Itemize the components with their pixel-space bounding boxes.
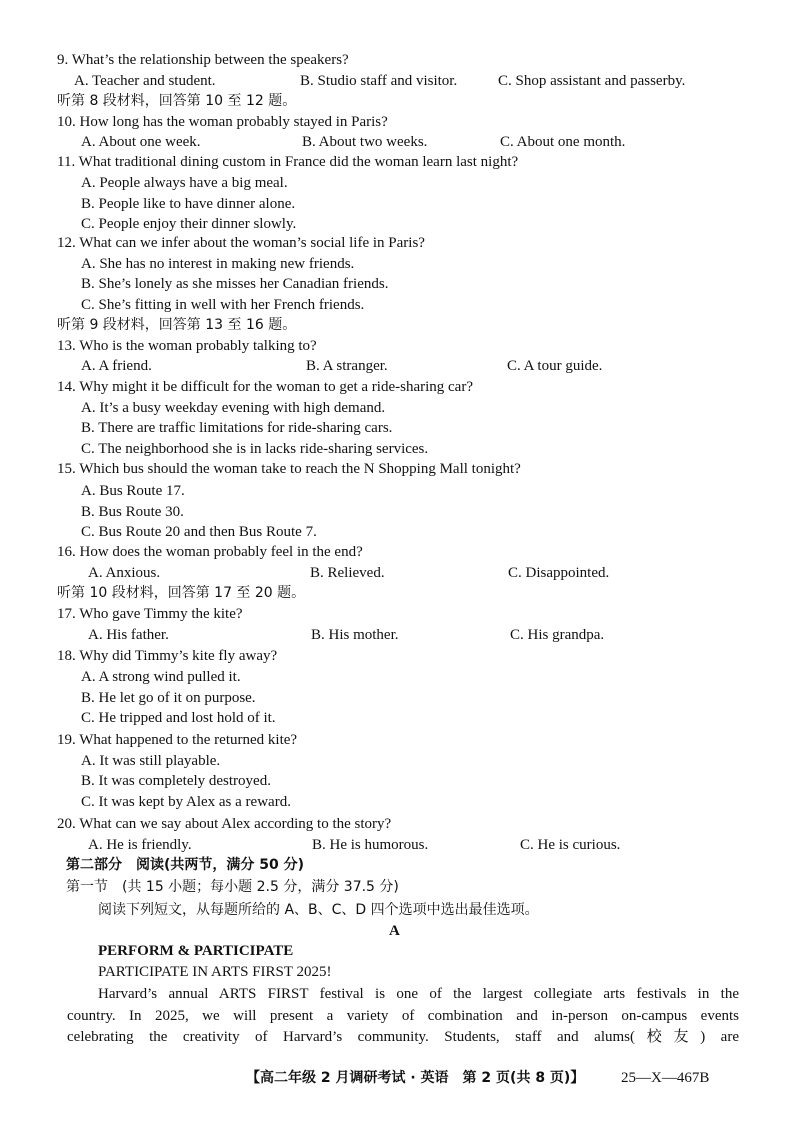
reading-instruction: 阅读下列短文，从每题所给的 A、B、C、D 四个选项中选出最佳选项。 [98,902,539,918]
question-14-option-b: B. There are traffic limitations for ride-sharing cars. [81,420,393,436]
question-14-option-a: A. It’s a busy weekday evening with high demand. [81,400,386,416]
question-11-option-a: A. People always have a big meal. [81,175,288,191]
footer-exam-info: 【高二年级 2 月调研考试 · 英语 第 2 页(共 8 页)】 [246,1070,585,1086]
question-12-stem: 12. What can we infer about the woman’s social life in Paris? [57,235,425,251]
question-16-option-c: C. Disappointed. [508,565,610,581]
question-9-options [0,71,794,91]
question-18-option-c: C. He tripped and lost hold of it. [81,710,276,726]
question-15-option-c: C. Bus Route 20 and then Bus Route 7. [81,524,317,540]
question-9-stem: 9. What’s the relationship between the speakers? [57,52,349,68]
question-17-option-c: C. His grandpa. [510,627,605,643]
question-14-stem: 14. Why might it be difficult for the woman to get a ride-sharing car? [57,379,473,395]
question-10-option-a: A. About one week. [81,134,201,150]
question-17-option-b: B. His mother. [311,627,399,643]
question-13-stem: 13. Who is the woman probably talking to? [57,338,317,354]
question-19-stem: 19. What happened to the returned kite? [57,732,298,748]
question-19-option-a: A. It was still playable. [81,753,221,769]
question-18-option-b: B. He let go of it on purpose. [81,690,256,706]
passage-line-1: Harvard’s annual ARTS FIRST festival is one of the largest collegiate arts festivals in the [98,986,739,1002]
passage-line-2: country. In 2025, we will present a variety of combination and in-person on-campus events [67,1008,739,1024]
question-10-stem: 10. How long has the woman probably stayed in Paris? [57,114,388,130]
question-15-stem: 15. Which bus should the woman take to reach the N Shopping Mall tonight? [57,461,521,477]
question-20-stem: 20. What can we say about Alex according to the story? [57,816,392,832]
part-2-heading: 第二部分 阅读(共两节，满分 50 分) [66,857,305,873]
question-12-option-a: A. She has no interest in making new friends. [81,256,355,272]
question-13-option-c: C. A tour guide. [507,358,603,374]
question-17-stem: 17. Who gave Timmy the kite? [57,606,243,622]
question-10-option-b: B. About two weeks. [302,134,428,150]
question-20-option-a: A. He is friendly. [88,837,192,853]
question-13-option-a: A. A friend. [81,358,152,374]
question-19-option-c: C. It was kept by Alex as a reward. [81,794,291,810]
question-16-option-a: A. Anxious. [88,565,161,581]
question-13-option-b: B. A stranger. [306,358,388,374]
question-10-option-c: C. About one month. [500,134,626,150]
question-12-option-b: B. She’s lonely as she misses her Canadian friends. [81,276,389,292]
passage-line-3: celebrating the creativity of Harvard’s community. Students, staff and alums(校友) are [67,1029,739,1045]
question-20-option-b: B. He is humorous. [312,837,429,853]
question-17-option-a: A. His father. [88,627,169,643]
question-18-option-a: A. A strong wind pulled it. [81,669,241,685]
question-14-option-c: C. The neighborhood she is in lacks ride-sharing services. [81,441,429,457]
question-18-stem: 18. Why did Timmy’s kite fly away? [57,648,278,664]
section-8-instruction: 听第 8 段材料，回答第 10 至 12 题。 [57,93,297,109]
page-footer [0,1067,794,1089]
question-16-options [0,563,794,583]
question-12-option-c: C. She’s fitting in well with her French friends. [81,297,365,313]
question-11-stem: 11. What traditional dining custom in France did the woman learn last night? [57,154,519,170]
passage-subtitle: PARTICIPATE IN ARTS FIRST 2025! [98,964,332,980]
question-20-option-c: C. He is curious. [520,837,621,853]
passage-title: PERFORM & PARTICIPATE [98,943,294,959]
question-20-options [0,835,794,855]
footer-code: 25—X—467B [621,1070,710,1086]
question-9-option-a: A. Teacher and student. [74,73,216,89]
section-1-heading: 第一节 (共 15 小题；每小题 2.5 分，满分 37.5 分) [66,879,399,895]
question-9-option-b: B. Studio staff and visitor. [300,73,458,89]
question-16-option-b: B. Relieved. [310,565,385,581]
question-9-option-c: C. Shop assistant and passerby. [498,73,686,89]
passage-label: A [389,923,400,939]
section-9-instruction: 听第 9 段材料，回答第 13 至 16 题。 [57,317,297,333]
question-16-stem: 16. How does the woman probably feel in the end? [57,544,363,560]
question-15-option-b: B. Bus Route 30. [81,504,184,520]
question-11-option-b: B. People like to have dinner alone. [81,196,296,212]
question-19-option-b: B. It was completely destroyed. [81,773,271,789]
section-10-instruction: 听第 10 段材料，回答第 17 至 20 题。 [57,585,306,601]
question-11-option-c: C. People enjoy their dinner slowly. [81,216,297,232]
question-13-options [0,356,794,376]
question-10-options [0,132,794,152]
question-15-option-a: A. Bus Route 17. [81,483,185,499]
question-17-options [0,625,794,645]
